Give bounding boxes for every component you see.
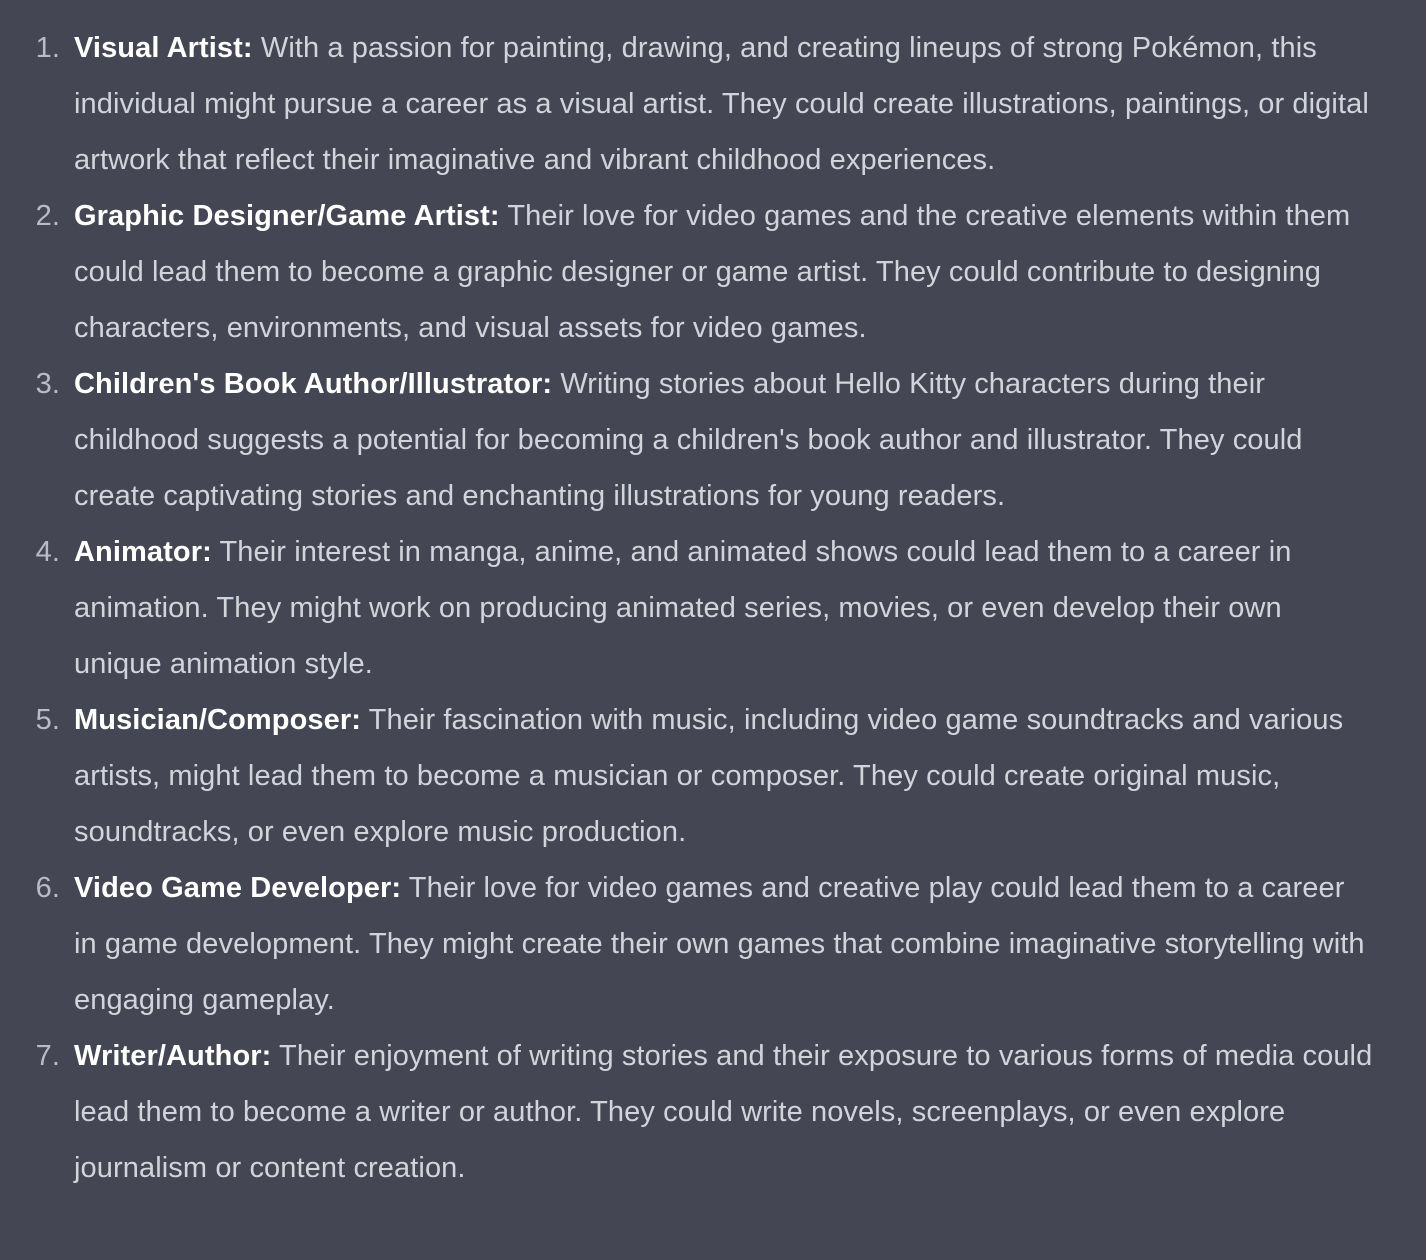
career-title: Graphic Designer/Game Artist: [74,200,500,232]
list-item [0,692,1426,860]
career-title: Children's Book Author/Illustrator: [74,368,553,400]
career-description: Their enjoyment of writing stories and their exposure to various forms of media could lead them to become a writer or author. They could write novels, screenplays, or even explore journalism or content creation. [74,1040,1373,1184]
list-number: 5. [35,704,60,736]
list-number: 3. [35,368,60,400]
career-title: Visual Artist: [74,32,253,64]
career-description: Their love for video games and creative play could lead them to a career in game development. They might create their own games that combine imaginative storytelling with engaging gameplay. [74,872,1365,1016]
list-number: 2. [35,200,60,232]
career-title: Animator: [74,536,212,568]
list-number: 7. [35,1040,60,1072]
career-description: Their fascination with music, including video game soundtracks and various artists, might lead them to become a musician or composer. They could create original music, soundtracks, or even explore music production. [74,704,1344,848]
career-title: Musician/Composer: [74,704,362,736]
list-item [0,188,1426,356]
list-number: 1. [35,32,60,64]
list-item [0,20,1426,188]
list-item [0,860,1426,1028]
list-item [0,524,1426,692]
list-item [0,356,1426,524]
career-description: Writing stories about Hello Kitty characters during their childhood suggests a potential for becoming a children's book author and illustrator. They could create captivating stories and enchanting illustrations for young readers. [74,368,1303,512]
career-title: Writer/Author: [74,1040,272,1072]
list-number: 6. [35,872,60,904]
list-item [0,1028,1426,1196]
career-title: Video Game Developer: [74,872,402,904]
career-description: With a passion for painting, drawing, and creating lineups of strong Pokémon, this individual might pursue a career as a visual artist. They could create illustrations, paintings, or digital artwork that reflect their imaginative and vibrant childhood experiences. [74,32,1369,176]
career-description: Their interest in manga, anime, and animated shows could lead them to a career in animation. They might work on producing animated series, movies, or even develop their own unique animation style. [74,536,1292,680]
list-number: 4. [35,536,60,568]
career-description: Their love for video games and the creative elements within them could lead them to become a graphic designer or game artist. They could contribute to designing characters, environments, and visual assets for video games. [74,200,1351,344]
